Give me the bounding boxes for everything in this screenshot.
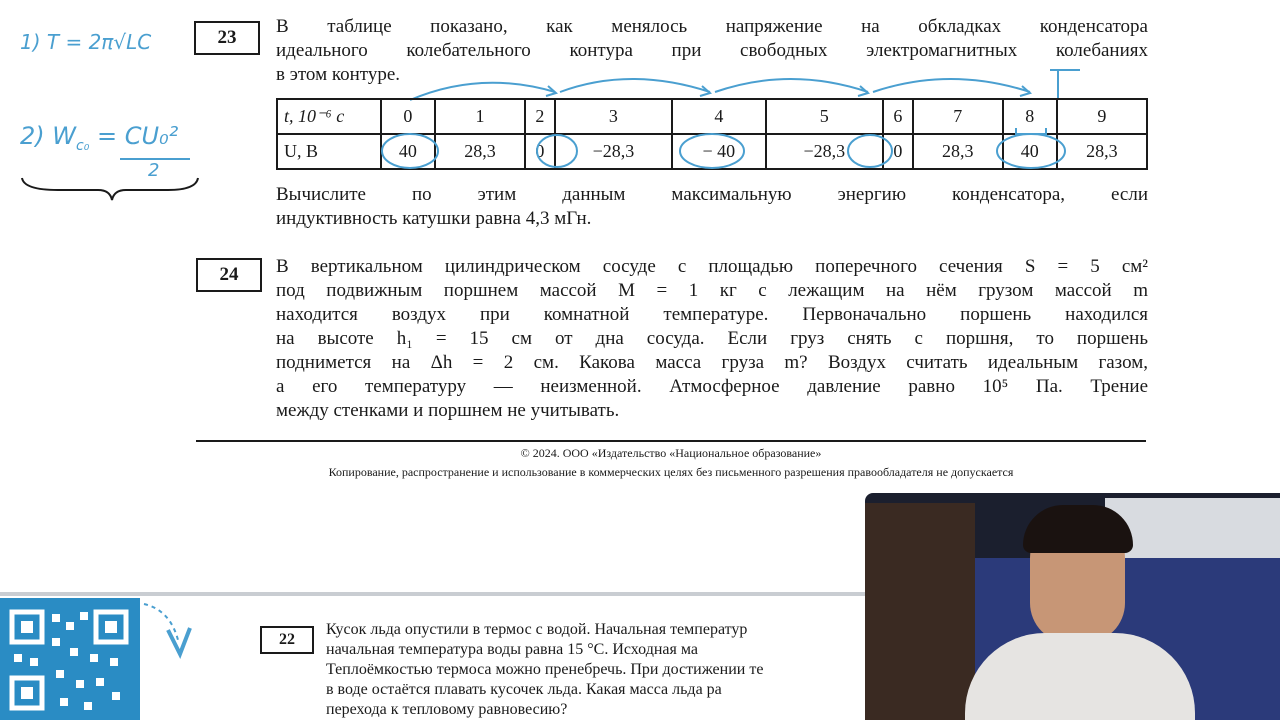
formula-energy-numerator: = CU₀² bbox=[96, 122, 179, 150]
formula-energy-sub: c₀ bbox=[76, 137, 90, 154]
problem-24-line-3: находится воздух при комнатной температуре. Первоначально поршень находился bbox=[276, 304, 1148, 325]
problem-24-line-2: под подвижным поршнем массой M = 1 кг с лежащим на нём грузом массой m bbox=[276, 280, 1148, 301]
table-cell: 2 bbox=[525, 99, 555, 134]
qr-code bbox=[0, 598, 140, 720]
handwritten-brace bbox=[18, 172, 203, 204]
qr-code-icon bbox=[0, 598, 140, 720]
table-cell: 0 bbox=[883, 134, 913, 169]
arrow-down-icon bbox=[140, 600, 200, 660]
problem-23-line-3: в этом контуре. bbox=[276, 64, 401, 85]
table-cell: −28,3 bbox=[555, 134, 673, 169]
problem-24-line-4: на высоте h₁ = 15 см от дна сосуда. Если груз снять с поршня, то поршень bbox=[276, 328, 1148, 349]
problem-22-line-1: Кусок льда опустили в термос с водой. Начальная температур bbox=[326, 621, 748, 638]
handwritten-formula-energy bbox=[20, 122, 178, 154]
table-header-time: t, 10⁻⁶ с bbox=[277, 99, 381, 134]
webcam-overlay bbox=[865, 493, 1280, 720]
problem-22-line-4: в воде остаётся плавать кусочек льда. Какая масса льда ра bbox=[326, 681, 722, 698]
problem-24-line-6: а его температуру — неизменной. Атмосферное давление равно 10⁵ Па. Трение bbox=[276, 376, 1148, 397]
problem-23-question-1: Вычислите по этим данным максимальную энергию конденсатора, если bbox=[276, 184, 1148, 205]
problem-22-line-2: начальная температура воды равна 15 °С. Исходная ма bbox=[326, 641, 698, 658]
copyright-text: © 2024. ООО «Издательство «Национальное образование» bbox=[520, 446, 822, 460]
table-cell: 40 bbox=[1003, 134, 1057, 169]
handwritten-circles bbox=[270, 128, 1150, 174]
table-cell: 1 bbox=[435, 99, 525, 134]
problem-22-line-3: Теплоёмкостью термоса можно пренебречь. При достижении те bbox=[326, 661, 764, 678]
table-cell: 8 bbox=[1003, 99, 1057, 134]
table-cell: 28,3 bbox=[435, 134, 525, 169]
table-header-voltage: U, В bbox=[277, 134, 381, 169]
table-cell: 6 bbox=[883, 99, 913, 134]
table-cell: 3 bbox=[555, 99, 673, 134]
table-cell: − 40 bbox=[672, 134, 765, 169]
table-cell: 28,3 bbox=[913, 134, 1003, 169]
problem-24-number: 24 bbox=[196, 258, 262, 292]
table-cell: 40 bbox=[381, 134, 435, 169]
table-cell: 9 bbox=[1057, 99, 1147, 134]
webcam-shelf bbox=[865, 503, 975, 720]
table-cell: 5 bbox=[766, 99, 884, 134]
problem-23-question-2: индуктивность катушки равна 4,3 мГн. bbox=[276, 208, 592, 229]
problem-24-line-1: В вертикальном цилиндрическом сосуде с площадью поперечного сечения S = 5 см² bbox=[276, 256, 1148, 277]
formula-energy-denominator: 2 bbox=[148, 160, 160, 181]
copyright-notice: Копирование, распространение и использование в коммерческих целях без письменного разрешения правообладателя не допускается bbox=[328, 465, 1014, 479]
webcam-person-hair bbox=[1023, 505, 1133, 553]
table-cell: 7 bbox=[913, 99, 1003, 134]
problem-23-number: 23 bbox=[194, 21, 260, 55]
table-cell: 0 bbox=[525, 134, 555, 169]
formula-energy-left: 2) W bbox=[20, 122, 76, 150]
table-cell: 0 bbox=[381, 99, 435, 134]
handwritten-formula-period: 1) T = 2π√LC bbox=[20, 30, 152, 54]
problem-24-line-7: между стенками и поршнем не учитывать. bbox=[276, 400, 620, 421]
table-cell: −28,3 bbox=[766, 134, 884, 169]
problem-22-line-5: перехода к тепловому равновесию? bbox=[326, 701, 568, 718]
problem-24-line-5: поднимется на Δh = 2 см. Какова масса груза m? Воздух считать идеальным газом, bbox=[276, 352, 1148, 373]
table-cell: 4 bbox=[672, 99, 765, 134]
footer-divider bbox=[196, 440, 1146, 442]
problem-23-line-2: идеального колебательного контура при свободных электромагнитных колебаниях bbox=[276, 40, 1148, 61]
problem-23-line-1: В таблице показано, как менялось напряжение на обкладках конденсатора bbox=[276, 16, 1148, 37]
table-cell: 28,3 bbox=[1057, 134, 1147, 169]
problem-22-number: 22 bbox=[260, 626, 314, 654]
